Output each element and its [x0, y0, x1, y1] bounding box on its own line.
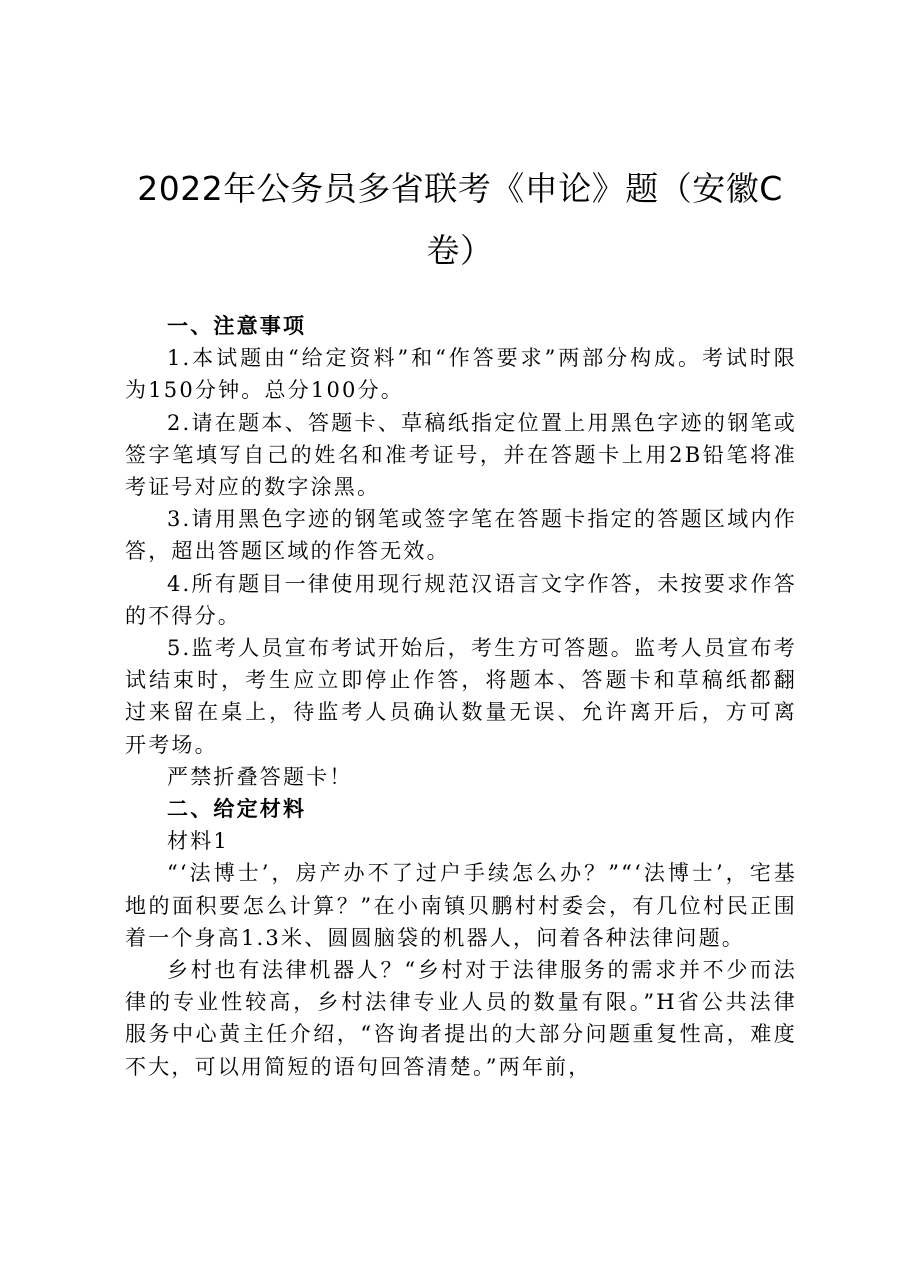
material-paragraph-1: “‘法博士’，房产办不了过户手续怎么办？”“‘法博士’，宅基地的面积要怎么计算？”在小南镇贝鹏村村委会，有几位村民正围着一个身高1.3米、圆圆脑袋的机器人，问着各种法律问题。	[125, 861, 797, 950]
document-title: 2022年公务员多省联考《申论》题（安徽C卷）	[137, 169, 783, 270]
document-body	[125, 310, 797, 1083]
material-paragraph-2: 乡村也有法律机器人？“乡村对于法律服务的需求并不少而法律的专业性较高，乡村法律专业人员的数量有限。”H省公共法律服务中心黄主任介绍，“咨询者提出的大部分问题重复性高，难度不大，可以用简短的语句回答清楚。”两年前，	[125, 958, 797, 1079]
material-label: 材料1	[167, 829, 229, 854]
note-item-3: 3.请用黑色字迹的钢笔或签字笔在答题卡指定的答题区域内作答，超出答题区域的作答无效。	[125, 507, 797, 564]
section-heading-notes: 一、注意事项	[167, 313, 307, 338]
note-item-4: 4.所有题目一律使用现行规范汉语言文字作答，未按要求作答的不得分。	[125, 571, 797, 628]
note-item-5: 5.监考人员宣布考试开始后，考生方可答题。监考人员宣布考试结束时，考生应立即停止作答，将题本、答题卡和草稿纸都翻过来留在桌上，待监考人员确认数量无误、允许离开后，方可离开考场。	[125, 636, 797, 757]
note-warning: 严禁折叠答题卡！	[167, 764, 353, 789]
note-item-2: 2.请在题本、答题卡、草稿纸指定位置上用黑色字迹的钢笔或签字笔填写自己的姓名和准考证号，并在答题卡上用2B铅笔将准考证号对应的数字涂黑。	[125, 410, 797, 500]
note-item-1: 1.本试题由“给定资料”和“作答要求”两部分构成。考试时限为150分钟。总分100分。	[125, 346, 797, 403]
section-heading-materials: 二、给定材料	[167, 796, 307, 822]
